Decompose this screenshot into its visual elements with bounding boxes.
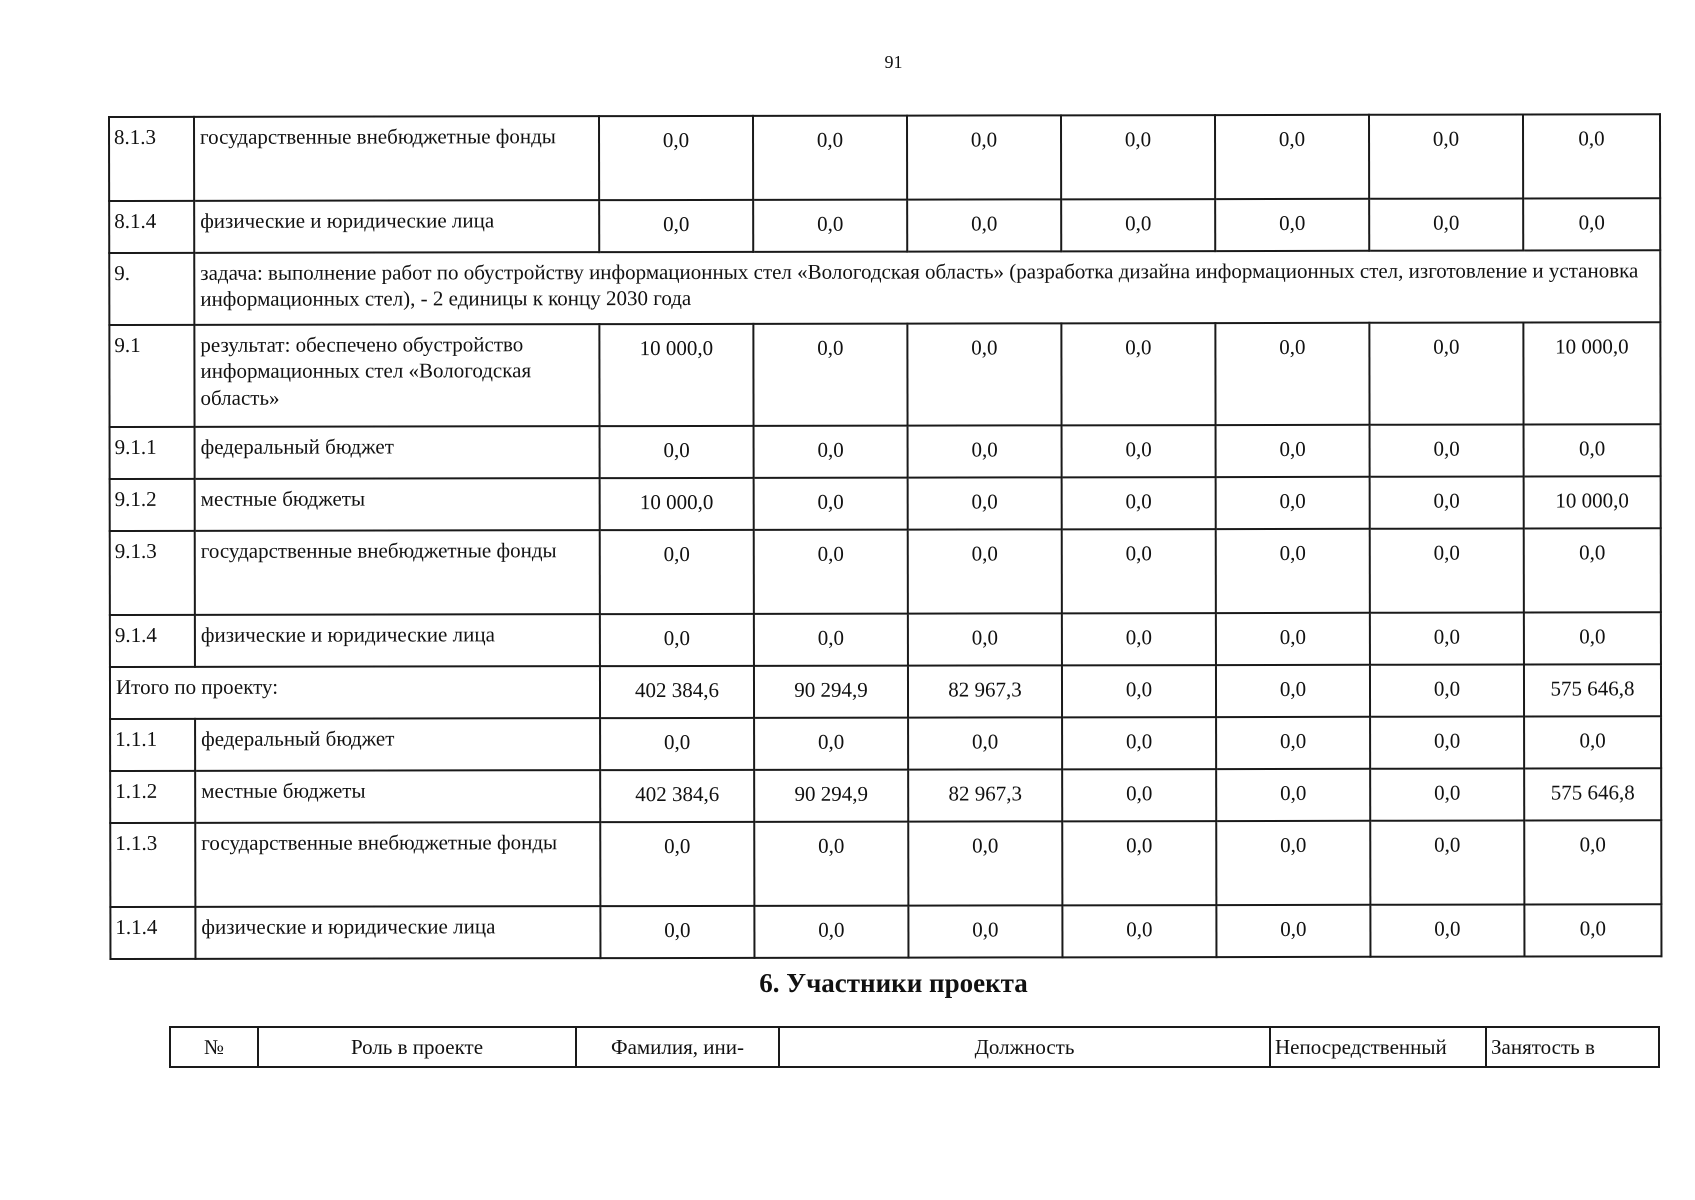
row-code: 1.1.2 — [110, 771, 195, 823]
budget-row — [109, 198, 1660, 253]
value-cell: 0,0 — [1523, 198, 1660, 250]
value-cell: 0,0 — [1369, 115, 1523, 199]
header-supervisor: Непосредственный — [1270, 1027, 1486, 1067]
row-label: результат: обеспечено обустройство информационных стел «Вологодская область» — [194, 324, 599, 427]
value-cell: 0,0 — [1062, 613, 1216, 665]
value-cell: 0,0 — [754, 822, 908, 906]
value-cell: 0,0 — [1216, 477, 1370, 529]
total-label: Итого по проекту: — [110, 666, 600, 719]
value-cell: 0,0 — [1370, 613, 1524, 665]
row-label: местные бюджеты — [195, 770, 600, 823]
value-cell: 0,0 — [908, 905, 1062, 957]
header-name: Фамилия, ини- — [576, 1027, 779, 1067]
budget-row — [110, 716, 1661, 771]
budget-row — [110, 528, 1661, 615]
value-cell: 0,0 — [1061, 323, 1215, 425]
value-cell: 0,0 — [1062, 529, 1216, 613]
value-cell: 575 646,8 — [1524, 768, 1661, 820]
value-cell: 0,0 — [753, 324, 907, 426]
section-title: 6. Участники проекта — [759, 968, 1028, 998]
value-cell: 0,0 — [1216, 665, 1370, 717]
row-code: 9. — [109, 253, 194, 325]
value-cell: 0,0 — [754, 530, 908, 614]
row-label: государственные внебюджетные фонды — [195, 530, 600, 615]
value-cell: 0,0 — [1524, 528, 1661, 612]
value-cell: 0,0 — [1062, 717, 1216, 769]
value-cell: 0,0 — [599, 116, 753, 200]
value-cell: 0,0 — [1216, 717, 1370, 769]
total-row — [110, 664, 1661, 719]
value-cell: 0,0 — [600, 530, 754, 614]
value-cell: 0,0 — [753, 116, 907, 200]
budget-row — [110, 476, 1661, 531]
value-cell: 0,0 — [1524, 904, 1661, 956]
value-cell: 402 384,6 — [600, 666, 754, 718]
value-cell: 0,0 — [600, 822, 754, 906]
value-cell: 0,0 — [1370, 905, 1524, 957]
value-cell: 0,0 — [600, 906, 754, 958]
header-employment: Занятость в — [1486, 1027, 1659, 1067]
header-position: Должность — [779, 1027, 1270, 1067]
value-cell: 0,0 — [1062, 477, 1216, 529]
value-cell: 0,0 — [1216, 613, 1370, 665]
value-cell: 0,0 — [754, 614, 908, 666]
value-cell: 0,0 — [1061, 199, 1215, 251]
row-code: 9.1.1 — [110, 427, 195, 479]
value-cell: 0,0 — [907, 115, 1061, 199]
value-cell: 0,0 — [908, 613, 1062, 665]
value-cell: 0,0 — [908, 529, 1062, 613]
value-cell: 82 967,3 — [908, 769, 1062, 821]
value-cell: 0,0 — [908, 477, 1062, 529]
value-cell: 575 646,8 — [1524, 664, 1661, 716]
value-cell: 0,0 — [1215, 115, 1369, 199]
budget-row — [110, 424, 1661, 479]
value-cell: 0,0 — [600, 614, 754, 666]
value-cell: 0,0 — [1062, 425, 1216, 477]
row-label: физические и юридические лица — [195, 614, 600, 667]
value-cell: 82 967,3 — [908, 665, 1062, 717]
row-code: 9.1.3 — [110, 531, 195, 615]
value-cell: 0,0 — [754, 906, 908, 958]
budget-row — [110, 904, 1661, 959]
row-code: 9.1 — [109, 325, 194, 427]
row-code: 9.1.4 — [110, 615, 195, 667]
value-cell: 0,0 — [1369, 323, 1523, 425]
participants-header-row — [170, 1027, 1659, 1067]
budget-row — [110, 820, 1661, 907]
budget-row — [110, 768, 1661, 823]
row-code: 1.1.4 — [110, 907, 195, 959]
value-cell: 0,0 — [753, 200, 907, 252]
value-cell: 0,0 — [1062, 665, 1216, 717]
value-cell: 0,0 — [907, 323, 1061, 425]
row-code: 8.1.3 — [109, 117, 194, 201]
value-cell: 0,0 — [1370, 717, 1524, 769]
value-cell: 0,0 — [1370, 665, 1524, 717]
value-cell: 0,0 — [1062, 821, 1216, 905]
value-cell: 0,0 — [1062, 905, 1216, 957]
value-cell: 0,0 — [599, 200, 753, 252]
row-code: 1.1.1 — [110, 719, 195, 771]
value-cell: 0,0 — [908, 821, 1062, 905]
row-label: федеральный бюджет — [195, 426, 600, 479]
row-code: 8.1.4 — [109, 201, 194, 253]
value-cell: 0,0 — [1524, 820, 1661, 904]
value-cell: 0,0 — [1062, 769, 1216, 821]
value-cell: 0,0 — [1523, 114, 1660, 198]
value-cell: 0,0 — [754, 478, 908, 530]
row-code: 9.1.2 — [110, 479, 195, 531]
value-cell: 10 000,0 — [1524, 476, 1661, 528]
value-cell: 0,0 — [1215, 323, 1369, 425]
value-cell: 402 384,6 — [600, 770, 754, 822]
budget-row — [109, 322, 1660, 427]
budget-row — [109, 114, 1660, 201]
value-cell: 0,0 — [600, 426, 754, 478]
value-cell: 10 000,0 — [599, 324, 753, 426]
header-role: Роль в проекте — [258, 1027, 576, 1067]
budget-table-body — [109, 114, 1661, 959]
row-label: физические и юридические лица — [194, 200, 599, 253]
page-number: 91 — [884, 52, 903, 72]
value-cell: 0,0 — [754, 426, 908, 478]
value-cell: 0,0 — [1369, 199, 1523, 251]
value-cell: 10 000,0 — [1523, 322, 1660, 424]
value-cell: 0,0 — [1215, 199, 1369, 251]
value-cell: 0,0 — [907, 199, 1061, 251]
value-cell: 0,0 — [1216, 821, 1370, 905]
value-cell: 0,0 — [908, 425, 1062, 477]
value-cell: 0,0 — [1370, 477, 1524, 529]
value-cell: 0,0 — [1524, 612, 1661, 664]
row-label: федеральный бюджет — [195, 718, 600, 771]
value-cell: 10 000,0 — [600, 478, 754, 530]
row-label: государственные внебюджетные фонды — [195, 822, 600, 907]
row-code: 1.1.3 — [110, 823, 195, 907]
budget-table — [108, 113, 1662, 960]
value-cell: 0,0 — [1370, 821, 1524, 905]
value-cell: 0,0 — [600, 718, 754, 770]
value-cell: 0,0 — [1524, 716, 1661, 768]
row-label: государственные внебюджетные фонды — [194, 116, 599, 201]
value-cell: 0,0 — [1370, 529, 1524, 613]
value-cell: 0,0 — [1370, 769, 1524, 821]
task-description: задача: выполнение работ по обустройству информационных стел «Вологодская область» (разработка дизайна информационных стел, изготовление и установка информационных стел), - 2 единицы к концу 2030 года — [194, 250, 1660, 325]
value-cell: 0,0 — [908, 717, 1062, 769]
value-cell: 0,0 — [1524, 424, 1661, 476]
header-number: № — [170, 1027, 258, 1067]
value-cell: 0,0 — [1216, 529, 1370, 613]
value-cell: 90 294,9 — [754, 770, 908, 822]
budget-row — [109, 250, 1660, 325]
participants-table — [169, 1026, 1660, 1068]
budget-row — [110, 612, 1661, 667]
value-cell: 0,0 — [1370, 425, 1524, 477]
row-label: местные бюджеты — [195, 478, 600, 531]
value-cell: 0,0 — [1216, 769, 1370, 821]
row-label: физические и юридические лица — [195, 906, 600, 959]
value-cell: 0,0 — [1061, 115, 1215, 199]
value-cell: 0,0 — [754, 718, 908, 770]
value-cell: 90 294,9 — [754, 666, 908, 718]
value-cell: 0,0 — [1216, 905, 1370, 957]
value-cell: 0,0 — [1216, 425, 1370, 477]
